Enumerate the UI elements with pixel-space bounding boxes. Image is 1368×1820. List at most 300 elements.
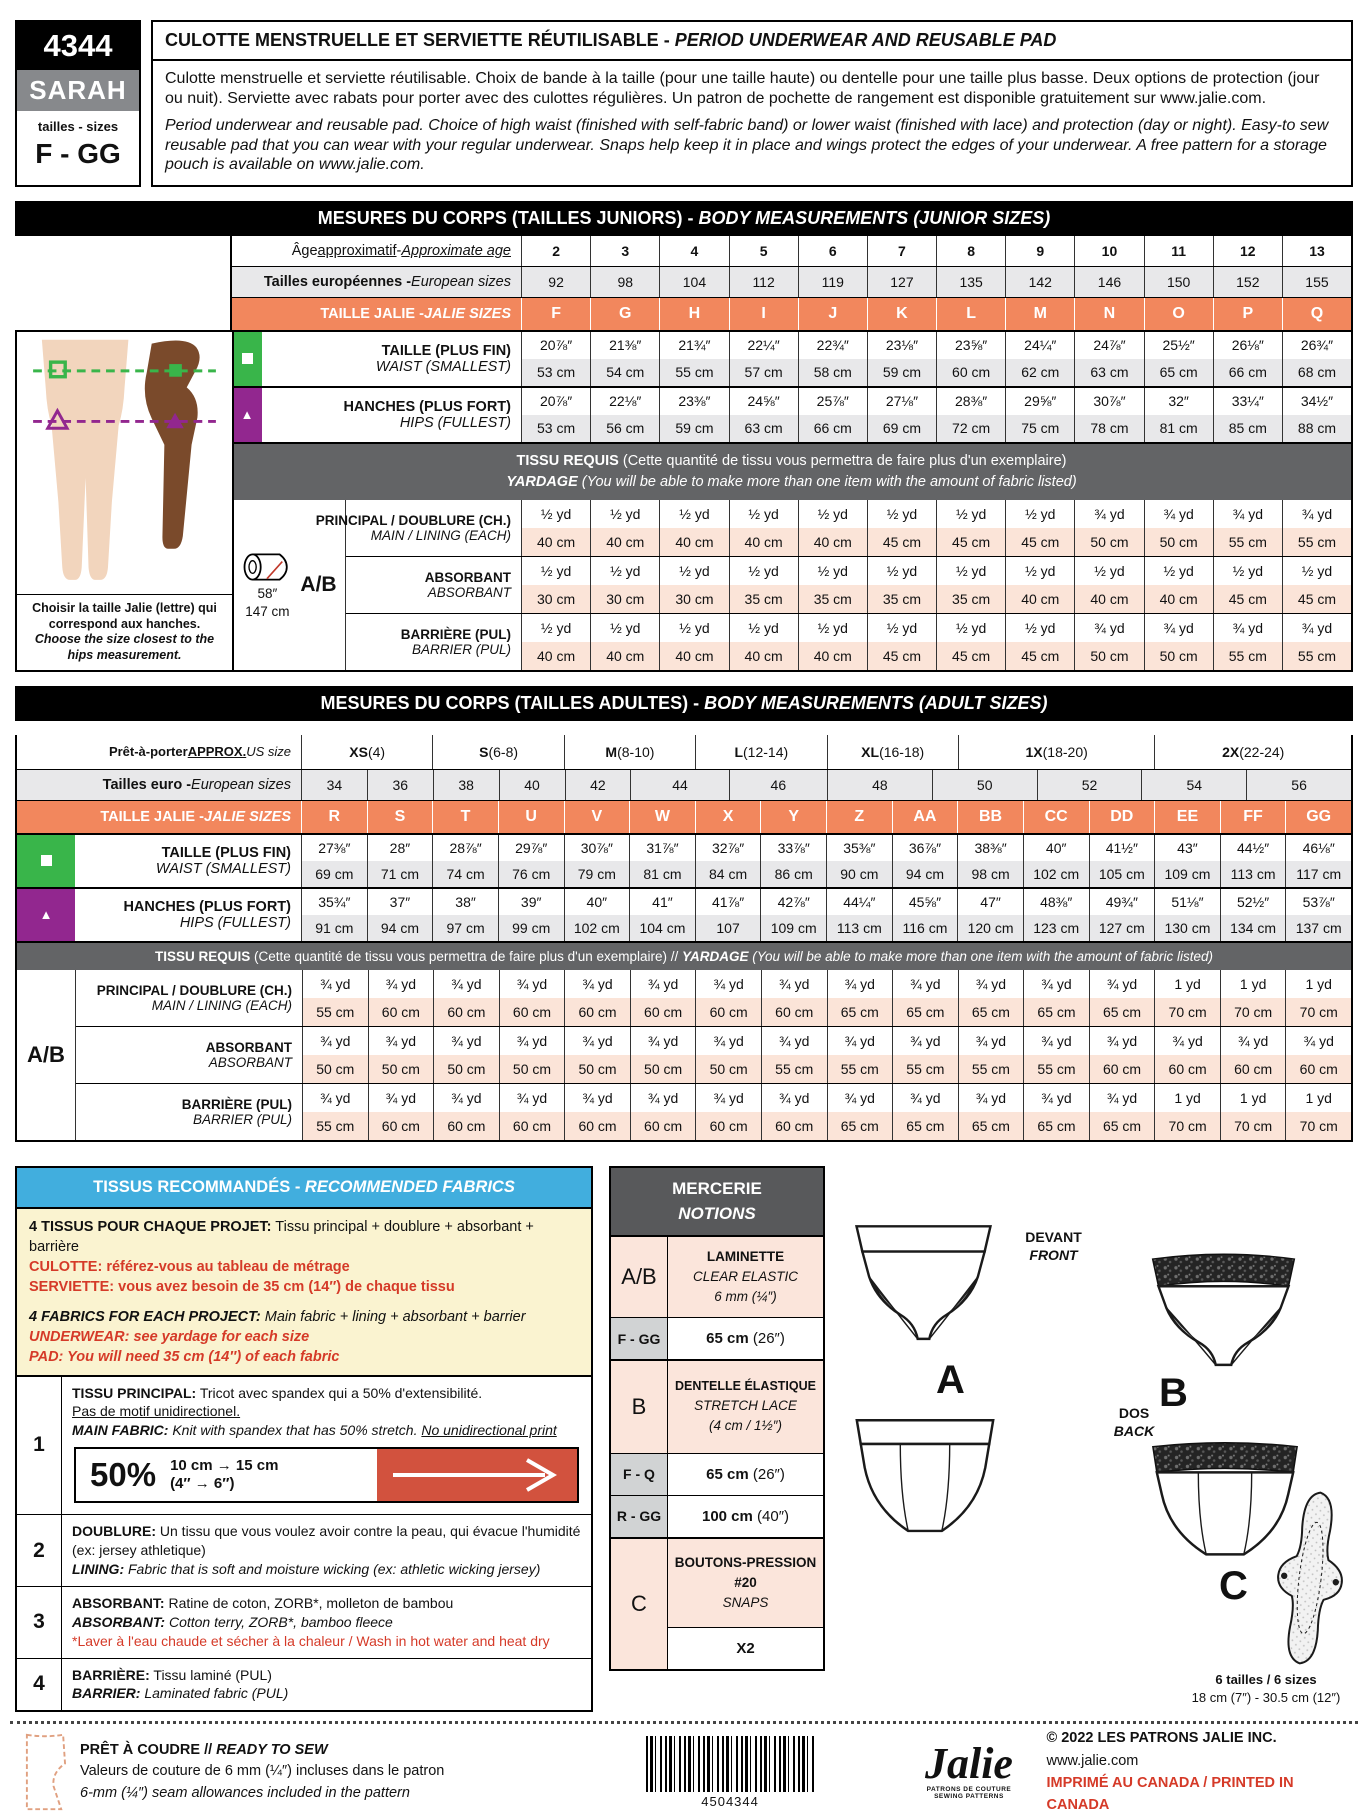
table-cell: ¾ yd	[320, 1089, 351, 1106]
table-cell: ½ yd	[867, 557, 936, 585]
table-cell: 60 cm	[499, 998, 565, 1026]
triangle-glyph: ▲	[39, 907, 53, 923]
notion-row-elastic-qty: F - GG 65 cm (26″)	[611, 1318, 823, 1361]
fabric-row-4: 4 BARRIÈRE: Tissu laminé (PUL) BARRIER: Laminated fabric (PUL)	[17, 1659, 591, 1711]
waist-marker-icon	[17, 835, 75, 887]
table-cell: ¾ yd	[368, 970, 434, 998]
adult-yardage-row-main: PRINCIPAL / DOUBLURE (CH.) MAIN / LINING (EACH) ¾ yd ¾ yd ¾ yd ¾ yd ¾ yd ¾ yd ¾ yd ¾ yd ¾ yd ¾ yd ¾ yd ¾ yd ¾ yd 1 yd 1 yd 1 yd 55 cm 60 cm 60 cm 60 cm 60 cm 60 cm 60 cm 60 cm 65 cm 65 cm 65 cm 65 cm 65 cm 70 cm 70 cm 70 cm	[76, 970, 1351, 1027]
table-cell: 53 cm	[537, 364, 576, 381]
table-cell: 30⅞″	[1074, 388, 1143, 415]
table-cell: ¾ yd	[761, 1027, 827, 1055]
culotte-note: CULOTTE: référez-vous au tableau de métrage	[29, 1258, 350, 1275]
barcode-stripes	[646, 1736, 815, 1792]
table-cell: 9	[1005, 236, 1074, 266]
table-cell: ¾ yd	[499, 1027, 565, 1055]
bottom-panels	[15, 1166, 1353, 1713]
table-cell: H	[659, 298, 728, 330]
row-number: 3	[17, 1587, 62, 1658]
table-cell: 70 cm	[1154, 1112, 1220, 1140]
adult-section-title	[15, 686, 1353, 721]
table-cell: 1 yd	[1220, 970, 1286, 998]
table-cell: 36⅞″	[892, 835, 958, 861]
table-cell: 55 cm	[316, 1117, 355, 1134]
table-cell: 69 cm	[867, 415, 936, 442]
table-cell: ½ yd	[590, 614, 659, 642]
table-cell: 35⅜″	[826, 835, 892, 861]
table-cell: ¾ yd	[433, 1084, 499, 1112]
junior-yardage-row-absorbent: ABSORBANT ABSORBANT ½ yd ½ yd ½ yd ½ yd ½ yd ½ yd ½ yd ½ yd ½ yd ½ yd ½ yd ½ yd 30 cm 30 cm 30 cm 35 cm 35 cm 35 cm 35 cm 40 cm 40 cm 40 cm 45 cm 45 cm	[346, 557, 1351, 614]
table-cell: 152	[1213, 267, 1282, 297]
table-cell: O	[1144, 298, 1213, 330]
table-cell: M (8-10)	[564, 735, 695, 769]
adult-hips-row	[17, 889, 1351, 943]
pattern-title-en: PERIOD UNDERWEAR AND REUSABLE PAD	[674, 30, 1057, 50]
table-cell: ¾ yd	[827, 1027, 893, 1055]
table-cell: 69 cm	[315, 865, 354, 882]
table-cell: ½ yd	[798, 500, 867, 528]
us-size-label: Prêt-à-porter APPROX. US size	[17, 735, 302, 769]
table-cell: 8	[936, 236, 1005, 266]
table-cell: ½ yd	[590, 557, 659, 585]
table-cell: EE	[1154, 801, 1220, 833]
table-cell: W	[629, 801, 695, 833]
table-cell: ½ yd	[659, 614, 728, 642]
table-cell: 50 cm	[564, 1055, 630, 1083]
table-cell: 13	[1282, 236, 1351, 266]
junior-yardage-row-barrier: BARRIÈRE (PUL) BARRIER (PUL) ½ yd ½ yd ½ yd ½ yd ½ yd ½ yd ½ yd ½ yd ¾ yd ¾ yd ¾ yd ¾ yd 40 cm 40 cm 40 cm 40 cm 40 cm 45 cm 45 cm 45 cm 50 cm 50 cm 55 cm 55 cm	[346, 614, 1351, 670]
body-measurement-illustration	[15, 330, 234, 672]
table-cell: 40″	[564, 889, 630, 915]
table-cell: 42	[565, 770, 631, 800]
adult-views-label: A/B	[17, 970, 76, 1140]
caption-en: Choose the size closest to the hips measurement.	[34, 632, 215, 662]
table-cell: U	[498, 801, 564, 833]
table-cell: 30 cm	[537, 590, 576, 607]
notions-panel	[609, 1166, 825, 1672]
table-cell: 1X (18-20)	[958, 735, 1155, 769]
table-cell: 5	[729, 236, 798, 266]
table-cell: 60 cm	[1154, 1055, 1220, 1083]
table-cell: BB	[957, 801, 1023, 833]
adult-jalie-row	[17, 801, 1351, 835]
table-cell: 50 cm	[1144, 528, 1213, 556]
table-cell: ¾ yd	[892, 1027, 958, 1055]
adult-yardage-row-barrier: BARRIÈRE (PUL) BARRIER (PUL) ¾ yd ¾ yd ¾ yd ¾ yd ¾ yd ¾ yd ¾ yd ¾ yd ¾ yd ¾ yd ¾ yd ¾ yd ¾ yd 1 yd 1 yd 1 yd 55 cm 60 cm 60 cm 60 cm 60 cm 60 cm 60 cm 60 cm 65 cm 65 cm 65 cm 65 cm 65 cm 70 cm 70 cm 70 cm	[76, 1084, 1351, 1140]
table-cell: 22¾″	[798, 332, 867, 359]
table-cell: ¾ yd	[630, 970, 696, 998]
junior-title-en: BODY MEASUREMENTS (JUNIOR SIZES)	[698, 207, 1051, 228]
table-cell: 30⅞″	[564, 835, 630, 861]
table-cell: 75 cm	[1005, 415, 1074, 442]
header	[15, 20, 1353, 187]
letter-a: A	[936, 1357, 965, 1402]
table-cell: 50 cm	[499, 1055, 565, 1083]
table-cell: 41½″	[1089, 835, 1155, 861]
table-cell: 66 cm	[798, 415, 867, 442]
table-cell: ¾ yd	[958, 1084, 1024, 1112]
table-cell: 51⅛″	[1154, 889, 1220, 915]
table-cell: 32⅞″	[695, 835, 761, 861]
table-cell: 1 yd	[1285, 970, 1351, 998]
age-row-label: Âge approximatif - Approximate age	[232, 236, 522, 266]
table-cell: 33⅞″	[760, 835, 826, 861]
table-cell: ½ yd	[936, 557, 1005, 585]
adult-yardage-row-absorbent: ABSORBANT ABSORBANT ¾ yd ¾ yd ¾ yd ¾ yd ¾ yd ¾ yd ¾ yd ¾ yd ¾ yd ¾ yd ¾ yd ¾ yd ¾ yd ¾ yd ¾ yd ¾ yd 50 cm 50 cm 50 cm 50 cm 50 cm 50 cm 50 cm 55 cm 55 cm 55 cm 55 cm 55 cm 60 cm 60 cm 60 cm 60 cm	[76, 1027, 1351, 1084]
table-cell: 56	[1246, 770, 1351, 800]
barcode-number: 4504344	[701, 1793, 759, 1809]
table-cell: ¾ yd	[958, 1027, 1024, 1055]
table-cell: 120 cm	[957, 915, 1023, 941]
table-cell: 65 cm	[892, 998, 958, 1026]
table-cell: 104 cm	[629, 915, 695, 941]
table-cell: 60 cm	[695, 1112, 761, 1140]
table-cell: ¾ yd	[1144, 614, 1213, 642]
table-cell: R	[328, 807, 341, 825]
table-cell: 45 cm	[936, 528, 1005, 556]
hips-marker-icon	[232, 388, 262, 442]
table-cell: 97 cm	[432, 915, 498, 941]
row-number: 2	[17, 1515, 62, 1586]
table-cell: 65 cm	[827, 1112, 893, 1140]
table-cell: 60 cm	[936, 359, 1005, 386]
table-cell: ¾ yd	[630, 1027, 696, 1055]
pad-note: PAD: You will need 35 cm (14″) of each fabric	[29, 1348, 340, 1365]
table-cell: GG	[1285, 801, 1351, 833]
table-cell: ¾ yd	[958, 970, 1024, 998]
views-label: A/B	[300, 572, 337, 596]
table-cell: 44	[630, 770, 728, 800]
table-cell: 40 cm	[659, 528, 728, 556]
table-cell: CC	[1023, 801, 1089, 833]
table-cell: 6	[798, 236, 867, 266]
jalie-size-letters	[522, 298, 1351, 330]
table-cell: 65 cm	[827, 998, 893, 1026]
table-cell: 40 cm	[729, 642, 798, 670]
notion-row-elastic: A/B LAMINETTE CLEAR ELASTIC 6 mm (¼″)	[611, 1237, 823, 1319]
table-cell: ¾ yd	[630, 1084, 696, 1112]
fabric-roll-icon	[240, 549, 294, 585]
row-number: 4	[17, 1659, 62, 1711]
table-cell: 60 cm	[1220, 1055, 1286, 1083]
table-cell: 55 cm	[1023, 1055, 1089, 1083]
junior-yardage-table	[232, 500, 1351, 670]
table-cell: 102 cm	[1023, 861, 1089, 887]
table-cell: ½ yd	[1144, 557, 1213, 585]
adult-yardage-table	[17, 970, 1351, 1140]
table-cell: ¾ yd	[1282, 614, 1351, 642]
waist-marker-square-filled	[169, 364, 182, 377]
hips-marker-icon	[17, 889, 75, 941]
view-a-front-drawing	[841, 1216, 1006, 1356]
adult-euro-label: Tailles euro - European sizes	[17, 770, 302, 800]
table-cell: 28″	[367, 835, 433, 861]
table-cell: 26¾″	[1282, 332, 1351, 359]
table-cell: 70 cm	[1154, 998, 1220, 1026]
table-cell: 7	[867, 236, 936, 266]
table-cell: 25⅞″	[798, 388, 867, 415]
table-cell: 35 cm	[936, 585, 1005, 613]
fabric-row-1: 1 TISSU PRINCIPAL: Tricot avec spandex qui a 50% d'extensibilité. Pas de motif unidirectionel. MAIN FABRIC: Knit with spandex that has 50% stretch. No unidirectional print 50% 10 cm → 15 cm (4″ → 6″)	[17, 1377, 591, 1516]
euro-values	[522, 267, 1351, 297]
table-cell: ½ yd	[798, 614, 867, 642]
table-cell: 28⅜″	[936, 388, 1005, 415]
logo-subtitle: PATRONS DE COUTURE SEWING PATTERNS	[926, 1786, 1012, 1801]
table-cell: 142	[1005, 267, 1074, 297]
table-cell: P	[1213, 298, 1282, 330]
jalie-logo	[909, 1738, 1028, 1801]
adult-euro-row	[17, 770, 1351, 801]
table-cell: 55 cm	[1282, 642, 1351, 670]
table-cell: 42⅞″	[760, 889, 826, 915]
notion-size-range: F - GG	[611, 1318, 668, 1359]
junior-section	[15, 201, 1353, 672]
fabrics-intro: 4 TISSUS POUR CHAQUE PROJET: Tissu principal + doublure + absorbant + barrière CULOTTE: référez-vous au tableau de métrage SERVIETTE: vous avez besoin de 35 cm (14″) de chaque tissu 4 FABRICS FOR EACH PROJECT: Main fabric + lining + absorbant + barrier UNDERWEAR: see yardage for each size PAD: You will need 35 cm (14″) of each fabric	[17, 1209, 591, 1377]
table-cell: 2X (22-24)	[1154, 735, 1351, 769]
table-cell: 60 cm	[564, 1112, 630, 1140]
adult-waist-row	[17, 835, 1351, 889]
stretch-inches: (4″ → 6″)	[170, 1475, 235, 1493]
table-cell: 1 yd	[1285, 1084, 1351, 1112]
seam-note-fr: Valeurs de couture de 6 mm (¼″) incluses dans le patron	[80, 1763, 445, 1780]
table-cell: 109 cm	[1154, 861, 1220, 887]
waist-label-en: WAIST (SMALLEST)	[375, 358, 511, 375]
square-glyph	[242, 353, 253, 364]
table-cell: ¾ yd	[1220, 1027, 1286, 1055]
table-cell: 20⅞″	[539, 337, 573, 354]
table-cell: 50 cm	[695, 1055, 761, 1083]
table-cell: ¾ yd	[1023, 1084, 1089, 1112]
seam-allowance-note: PRÊT À COUDRE // READY TO SEW Valeurs de couture de 6 mm (¼″) incluses dans le patron 6-mm (¼″) seam allowances included in the pattern	[80, 1740, 444, 1803]
website-url: www.jalie.com	[1046, 1752, 1139, 1769]
age-values	[522, 236, 1351, 266]
table-cell: 107	[695, 915, 761, 941]
table-cell: 55 cm	[1213, 642, 1282, 670]
table-cell: 40 cm	[1144, 585, 1213, 613]
table-cell: ¾ yd	[1089, 1084, 1155, 1112]
table-cell: 55 cm	[316, 1003, 355, 1020]
notions-title-fr: MERCERIE	[672, 1178, 762, 1198]
table-cell: 23⅛″	[867, 332, 936, 359]
copyright-line: © 2022 LES PATRONS JALIE INC.	[1046, 1730, 1277, 1747]
table-cell: 53 cm	[537, 420, 576, 437]
table-cell: ¾ yd	[564, 1027, 630, 1055]
table-cell: 123 cm	[1023, 915, 1089, 941]
table-cell: 29⅞″	[498, 835, 564, 861]
footer-left	[20, 1731, 576, 1813]
adult-jalie-label: TAILLE JALIE - JALIE SIZES	[17, 801, 302, 833]
notion-views: B	[611, 1361, 668, 1452]
table-cell: 86 cm	[760, 861, 826, 887]
table-cell: 50 cm	[1144, 642, 1213, 670]
underwear-note: UNDERWEAR: see yardage for each size	[29, 1328, 310, 1345]
table-cell: ¾ yd	[320, 1032, 351, 1049]
table-cell: ½ yd	[1074, 557, 1143, 585]
table-cell: N	[1074, 298, 1143, 330]
table-cell: 21⅜″	[590, 332, 659, 359]
table-cell: 45 cm	[1005, 528, 1074, 556]
stretch-cm: 10 cm → 15 cm	[170, 1456, 279, 1474]
table-cell: Z	[826, 801, 892, 833]
fabric-row-3: 3 ABSORBANT: Ratine de coton, ZORB*, molleton de bambou ABSORBANT: Cotton terry, ZORB*, bamboo fleece *Laver à l'eau chaude et sécher à la chaleur / Wash in hot water and heat dry	[17, 1587, 591, 1659]
adult-us-row	[17, 735, 1351, 770]
table-cell: 30 cm	[659, 585, 728, 613]
table-cell: ½ yd	[659, 557, 728, 585]
junior-waist-row	[232, 332, 1351, 388]
table-cell: 65 cm	[958, 998, 1024, 1026]
fabric-width-cm: 147 cm	[245, 603, 290, 619]
notions-title-en: NOTIONS	[678, 1204, 756, 1224]
table-cell: 60 cm	[761, 998, 827, 1026]
back-label: DOS BACK	[1113, 1404, 1155, 1440]
table-cell: 11	[1144, 236, 1213, 266]
adult-title-en: BODY MEASUREMENTS (ADULT SIZES)	[704, 692, 1048, 713]
table-cell: 45 cm	[1282, 585, 1351, 613]
table-cell: 40 cm	[590, 642, 659, 670]
table-cell: M	[1005, 298, 1074, 330]
table-cell: L	[936, 298, 1005, 330]
table-cell: 150	[1144, 267, 1213, 297]
adult-waist-label: TAILLE (PLUS FIN) WAIST (SMALLEST)	[75, 835, 302, 887]
table-cell: ¾ yd	[564, 1084, 630, 1112]
sizes-label: tailles - sizes	[37, 119, 119, 134]
table-cell: ¾ yd	[499, 970, 565, 998]
table-cell: 35 cm	[729, 585, 798, 613]
table-cell: 91 cm	[315, 919, 354, 936]
table-cell: 55 cm	[958, 1055, 1024, 1083]
table-cell: S (6-8)	[432, 735, 563, 769]
table-cell: 90 cm	[826, 861, 892, 887]
table-cell: 81 cm	[1144, 415, 1213, 442]
table-cell: 47″	[957, 889, 1023, 915]
table-cell: 135	[936, 267, 1005, 297]
adult-waist-values	[302, 835, 1351, 887]
table-cell: 105 cm	[1089, 861, 1155, 887]
table-cell: ¾ yd	[1023, 970, 1089, 998]
table-cell: 104	[659, 267, 728, 297]
table-cell: 98	[590, 267, 659, 297]
table-cell: 40″	[1023, 835, 1089, 861]
fabric-width-inches: 58″	[257, 586, 278, 602]
table-cell: 60 cm	[368, 998, 434, 1026]
table-cell: 50 cm	[630, 1055, 696, 1083]
garment-drawings	[841, 1166, 1353, 1711]
hips-label-fr: HANCHES (PLUS FORT)	[343, 398, 511, 415]
table-cell: 52	[1037, 770, 1142, 800]
table-cell: 94 cm	[367, 915, 433, 941]
euro-row-label: Tailles européennes - European sizes	[232, 267, 522, 297]
table-cell: ½ yd	[1005, 500, 1074, 528]
table-cell: ½ yd	[729, 557, 798, 585]
table-cell: 59 cm	[867, 359, 936, 386]
triangle-glyph: ▲	[240, 407, 254, 423]
table-cell: ½ yd	[1213, 557, 1282, 585]
hips-label-en: HIPS (FULLEST)	[399, 414, 511, 431]
table-cell: 41⅞″	[695, 889, 761, 915]
table-cell: ½ yd	[798, 557, 867, 585]
table-cell: 127 cm	[1089, 915, 1155, 941]
stretch-arrow	[377, 1449, 577, 1501]
junior-jalie-row	[232, 298, 1351, 332]
table-cell: ½ yd	[867, 500, 936, 528]
table-cell: 65 cm	[1089, 1112, 1155, 1140]
table-cell: XS (4)	[349, 743, 386, 760]
table-cell: 33¼″	[1213, 388, 1282, 415]
table-cell: 40 cm	[798, 528, 867, 556]
table-cell: ½ yd	[1005, 557, 1074, 585]
table-cell: 134 cm	[1220, 915, 1286, 941]
table-cell: 31⅞″	[629, 835, 695, 861]
legs-illustration	[17, 332, 232, 595]
table-cell: 60 cm	[433, 998, 499, 1026]
table-cell: 53⅞″	[1285, 889, 1351, 915]
table-cell: 29⅝″	[1005, 388, 1074, 415]
table-cell: 44¼″	[826, 889, 892, 915]
table-cell: 60 cm	[499, 1112, 565, 1140]
pattern-number: 4344	[17, 22, 139, 70]
footer-right	[1047, 1727, 1359, 1817]
table-cell: ½ yd	[1282, 557, 1351, 585]
table-cell: 60 cm	[433, 1112, 499, 1140]
table-cell: 2	[552, 242, 560, 259]
waist-label	[262, 332, 522, 386]
table-cell: ¾ yd	[761, 1084, 827, 1112]
seam-note-en: 6-mm (¼″) seam allowances included in the pattern	[80, 1784, 410, 1801]
table-cell: ½ yd	[540, 619, 572, 636]
table-cell: 40 cm	[537, 533, 576, 550]
junior-hips-row	[232, 388, 1351, 444]
pad-sizes-note: 6 tailles / 6 sizes 18 cm (7″) - 30.5 cm (12″)	[1191, 1671, 1341, 1705]
table-cell: 60 cm	[630, 1112, 696, 1140]
table-cell: ¾ yd	[320, 975, 351, 992]
square-glyph	[41, 855, 52, 866]
adult-yardage-banner: TISSU REQUIS (Cette quantité de tissu vous permettra de faire plus d'un exemplaire) // YARDAGE (You will be able to make more than one item with the amount of fabric listed)	[17, 943, 1351, 970]
table-cell: 37″	[367, 889, 433, 915]
fabrics-header: TISSUS RECOMMANDÉS - RECOMMENDED FABRICS	[17, 1168, 591, 1209]
hips-label	[262, 388, 522, 442]
table-cell: 24¼″	[1005, 332, 1074, 359]
table-cell: 26⅛″	[1213, 332, 1282, 359]
fabric-row-2: 2 DOUBLURE: Un tissu que vous voulez avoir contre la peau, qui évacue l'humidité (ex: jersey athletique) LINING: Fabric that is soft and moisture wicking (ex: athletic wicking jersey)	[17, 1515, 591, 1587]
table-cell: 60 cm	[368, 1112, 434, 1140]
table-cell: AA	[892, 801, 958, 833]
table-cell: ¾ yd	[1023, 1027, 1089, 1055]
table-cell: ¾ yd	[368, 1027, 434, 1055]
table-cell: 28⅞″	[432, 835, 498, 861]
table-cell: ¾ yd	[827, 970, 893, 998]
notion-row-snaps: C BOUTONS-PRESSION #20 SNAPS X2	[611, 1539, 823, 1670]
table-cell: 102 cm	[564, 915, 630, 941]
size-selection-caption	[17, 594, 232, 670]
table-cell: 137 cm	[1285, 915, 1351, 941]
adult-euro-values	[302, 770, 1351, 800]
care-warning: *Laver à l'eau chaude et sécher à la chaleur / Wash in hot water and heat dry	[72, 1632, 550, 1649]
table-cell: ½ yd	[540, 562, 572, 579]
table-cell: ¾ yd	[892, 1084, 958, 1112]
table-cell: 35 cm	[798, 585, 867, 613]
arrow-icon	[387, 1455, 567, 1495]
table-cell: 39″	[498, 889, 564, 915]
table-cell: ¾ yd	[368, 1084, 434, 1112]
waist-label-fr: TAILLE (PLUS FIN)	[381, 342, 511, 359]
table-cell: 70 cm	[1285, 1112, 1351, 1140]
table-cell: 113 cm	[826, 915, 892, 941]
notion-row-lace-qty2: R - GG 100 cm (40″)	[611, 1496, 823, 1539]
adult-hips-label: HANCHES (PLUS FORT) HIPS (FULLEST)	[75, 889, 302, 941]
table-cell: 55 cm	[659, 359, 728, 386]
table-cell: 55 cm	[1213, 528, 1282, 556]
caption-fr: Choisir la taille Jalie (lettre) qui correspond aux hanches.	[32, 601, 217, 631]
table-cell: 45 cm	[1005, 642, 1074, 670]
